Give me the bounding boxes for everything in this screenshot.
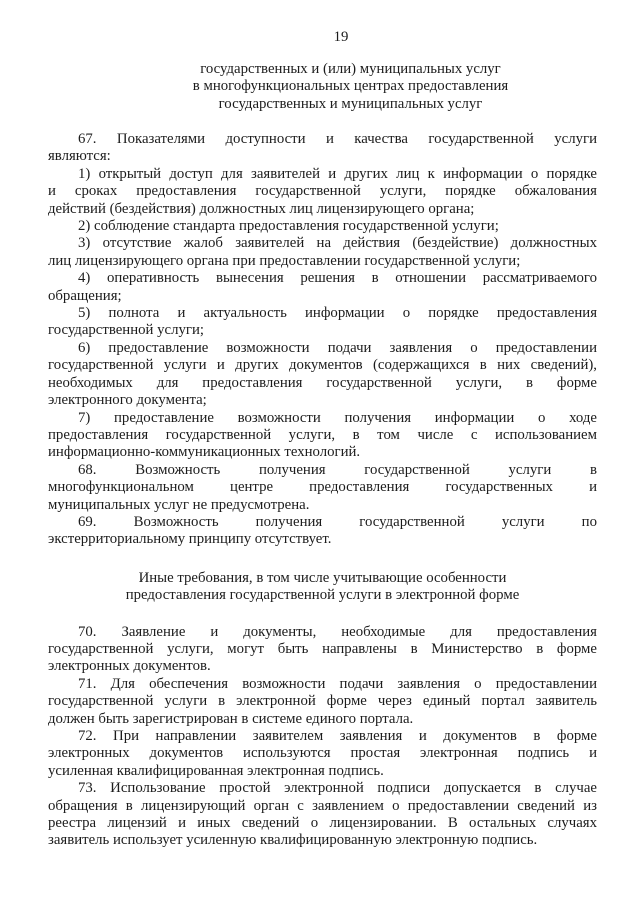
heading-line: государственных и муниципальных услуг (218, 95, 483, 112)
sub-heading (48, 570, 597, 605)
text-line: государственной услуги и других документов (содержащихся в них сведений), (48, 357, 597, 374)
paragraph (48, 305, 597, 340)
text-line: информационно-коммуникационных технологий. (48, 444, 361, 461)
text-line: экстерриториальному принципу отсутствует. (48, 531, 332, 548)
paragraph (48, 218, 597, 235)
paragraph (48, 270, 597, 305)
paragraph (48, 462, 597, 514)
text-line: реестра лицензий и иных сведений о лицензировании. В остальных случаях (48, 815, 597, 832)
text-line: предоставления государственной услуги, в том числе с использованием (48, 426, 597, 443)
text-line: заявитель использует усиленную квалифицированную электронную подпись. (48, 832, 538, 849)
paragraph (48, 340, 597, 410)
page-number: 19 (333, 29, 349, 45)
text-line: государственной услуги в электронной форме через единый портал заявитель (48, 693, 597, 710)
text-line: лиц лицензирующего органа при предоставлении государственной услуги; (48, 252, 521, 269)
text-line: 67. Показателями доступности и качества государственной услуги (78, 131, 597, 147)
text-line: должен быть зарегистрирован в системе единого портала. (48, 710, 414, 727)
text-line: 6) предоставление возможности подачи заявления о предоставлении (78, 339, 597, 356)
paragraph (48, 624, 597, 676)
text-line: усиленная квалифицированная электронная подпись. (48, 762, 384, 779)
text-line: 73. Использование простой электронной подписи допускается в случае (78, 780, 597, 797)
paragraph (48, 410, 597, 462)
paragraph (48, 676, 597, 728)
text-line: и сроках предоставления государственной услуги, порядке обжалования (48, 183, 597, 200)
text-line: муниципальных услуг не предусмотрена. (48, 496, 310, 513)
heading-line: в многофункциональных центрах предоставления (192, 78, 509, 95)
paragraph (48, 166, 597, 218)
text-line: являются: (48, 148, 111, 165)
section-heading-continuation (48, 61, 597, 113)
text-line: электронного документа; (48, 392, 207, 409)
text-line: обращения; (48, 287, 122, 304)
text-line: 69. Возможность получения государственной услуги по (78, 513, 597, 530)
text-line: 1) открытый доступ для заявителей и других лиц к информации о порядке (78, 165, 597, 182)
text-line: многофункциональном центре предоставления государственных и (48, 479, 597, 496)
heading-line: Иные требования, в том числе учитывающие особенности (138, 569, 507, 586)
paragraph (48, 235, 597, 270)
text-line: действий (бездействия) должностных лиц лицензирующего органа; (48, 200, 475, 217)
paragraph (48, 728, 597, 780)
text-line: необходимых для предоставления государственной услуги, в форме (48, 374, 597, 391)
text-line: государственной услуги; (48, 322, 205, 339)
text-line: 4) оперативность вынесения решения в отношении рассматриваемого (78, 270, 597, 287)
text-line: 3) отсутствие жалоб заявителей на действия (бездействие) должностных (78, 235, 597, 252)
text-line: электронных документов используются простая электронная подпись и (48, 745, 597, 762)
text-line: государственной услуги, могут быть направлены в Министерство в форме (48, 640, 597, 657)
text-line: 72. При направлении заявителем заявления и документов в форме (78, 728, 597, 744)
text-line: обращения в лицензирующий орган с заявлением о предоставлении сведений из (48, 797, 597, 814)
text-line: 71. Для обеспечения возможности подачи заявления о предоставлении (78, 675, 597, 692)
document-text (48, 131, 597, 850)
paragraph (48, 780, 597, 850)
text-line: 68. Возможность получения государственной услуги в (78, 461, 597, 478)
text-line: 2) соблюдение стандарта предоставления государственной услуги; (78, 218, 499, 235)
heading-line: государственных и (или) муниципальных услуг (200, 61, 501, 77)
text-line: электронных документов. (48, 658, 211, 675)
paragraph (48, 131, 597, 166)
text-line: 70. Заявление и документы, необходимые для предоставления (78, 623, 597, 640)
text-line: 7) предоставление возможности получения информации о ходе (78, 409, 597, 426)
text-line: 5) полнота и актуальность информации о порядке предоставления (78, 305, 597, 322)
paragraph (48, 514, 597, 549)
heading-line: предоставления государственной услуги в электронной форме (125, 587, 520, 604)
